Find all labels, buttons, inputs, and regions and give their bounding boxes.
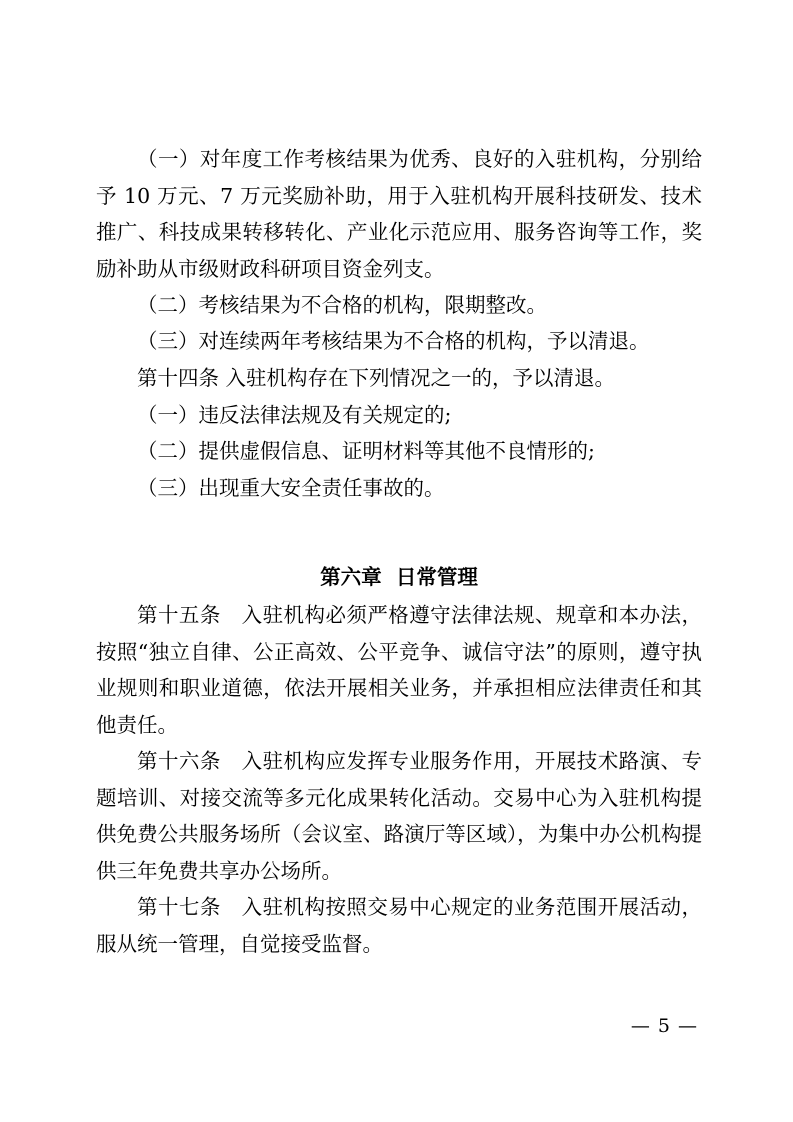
paragraph-text: （三）对连续两年考核结果为不合格的机构，予以清退。 [137,329,650,353]
article-label: 第十七条 [137,895,221,919]
article-14 [96,360,702,397]
paragraph-text: （二）提供虚假信息、证明材料等其他不良情形的; [137,439,595,463]
paragraph-reward-item-1 [96,141,702,287]
article-text: 入驻机构存在下列情况之一的，予以清退。 [225,366,616,390]
article-label: 第十五条 [137,603,221,627]
paragraph-violation-item-1 [96,397,702,434]
paragraph-rectify-item-2 [96,287,702,324]
paragraph-remove-item-3 [96,323,702,360]
article-16 [96,743,702,889]
paragraph-text: （二）考核结果为不合格的机构，限期整改。 [137,293,547,317]
article-text: 入驻机构应发挥专业服务作用，开展技术路演、专题培训、对接交流等多元化成果转化活动。交易中心为入驻机构提供免费公共服务场所（会议室、路演厅等区域），为集中办公机构提供三年免费共享办公场所。 [96,749,702,883]
article-label: 第十四条 [137,366,219,390]
paragraph-text: （三）出现重大安全责任事故的。 [137,476,445,500]
chapter-title: 第六章 日常管理 [320,565,478,589]
paragraph-text: （一）违反法律法规及有关规定的; [137,403,452,427]
paragraph-violation-item-2 [96,433,702,470]
article-15 [96,597,702,743]
article-label: 第十六条 [137,749,221,773]
paragraph-text: （一）对年度工作考核结果为优秀、良好的入驻机构，分别给予 10 万元、7 万元奖励补助，用于入驻机构开展科技研发、技术推广、科技成果转移转化、产业化示范应用、服务咨询等工作，奖励补助从市级财政科研项目资金列支。 [96,147,702,281]
article-17 [96,889,702,962]
article-text: 入驻机构必须严格遵守法律法规、规章和本办法，按照“独立自律、公正高效、公平竞争、诚信守法”的原则，遵守执业规则和职业道德，依法开展相关业务，并承担相应法律责任和其他责任。 [96,603,702,737]
page-number: — 5 — [630,1015,698,1037]
article-text: 入驻机构按照交易中心规定的业务范围开展活动，服从统一管理，自觉接受监督。 [96,895,702,956]
paragraph-violation-item-3 [96,470,702,507]
